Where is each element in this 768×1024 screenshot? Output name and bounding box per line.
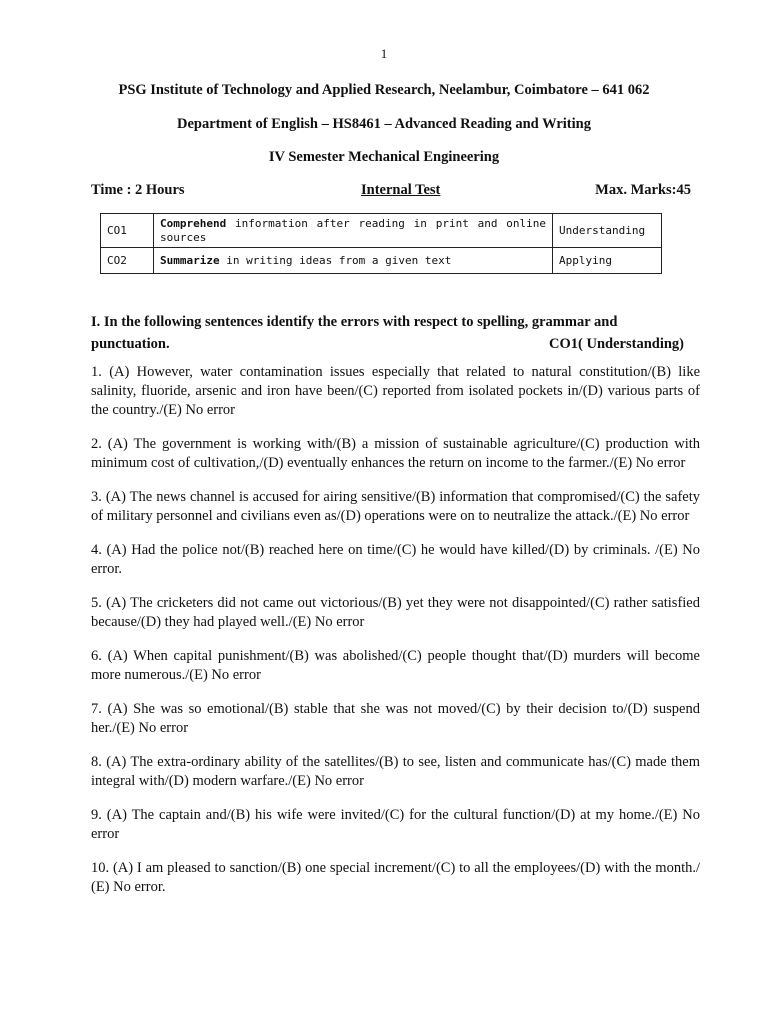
question-item: 6. (A) When capital punishment/(B) was abolished/(C) people thought that/(D) murders will become more numerous./(E) No error — [91, 648, 700, 683]
outcome-description — [154, 214, 553, 248]
question-item: 2. (A) The government is working with/(B) a mission of sustainable agriculture/(C) production with minimum cost of cultivation,/(D) eventually enhances the return on income to the farmer./(E) No error — [91, 436, 700, 471]
question-item: 3. (A) The news channel is accused for airing sensitive/(B) information that compromised/(C) the safety of military personnel and civilians even as/(D) operations were on to neutralize the attack./(E) No error — [91, 489, 700, 524]
question-item: 1. (A) However, water contamination issues especially that related to natural constitution/(B) like salinity, fluoride, arsenic and iron have been/(C) reported from isolated pockets in/(D) various parts of the country./(E) No error — [91, 364, 700, 418]
outcome-code: CO1 — [101, 214, 154, 248]
exam-title: Internal Test — [361, 182, 441, 198]
outcome-text: in writing ideas from a given text — [219, 253, 452, 267]
outcome-verb: Summarize — [160, 253, 220, 267]
question-item: 7. (A) She was so emotional/(B) stable that she was not moved/(C) by their decision to/(D) suspend her./(E) No error — [91, 701, 700, 736]
question-item: 10. (A) I am pleased to sanction/(B) one special increment/(C) to all the employees/(D) with the month./ (E) No error. — [91, 860, 700, 895]
department-heading: Department of English – HS8461 – Advanced Reading and Writing — [177, 116, 591, 132]
outcome-level: Applying — [553, 248, 662, 274]
course-outcomes-table — [100, 213, 662, 274]
max-marks: Max. Marks:45 — [595, 182, 691, 198]
question-item: 4. (A) Had the police not/(B) reached here on time/(C) he would have killed/(D) by criminals. /(E) No error. — [91, 542, 700, 577]
outcome-row — [101, 248, 662, 274]
outcome-level: Understanding — [553, 214, 662, 248]
section-heading — [91, 311, 684, 355]
question-item: 5. (A) The cricketers did not came out victorious/(B) yet they were not disappointed/(C) rather satisfied because/(D) they had played well./(E) No error — [91, 595, 700, 630]
outcome-verb: Comprehend — [160, 216, 227, 230]
question-item: 8. (A) The extra-ordinary ability of the satellites/(B) to see, listen and communicate has/(C) made them integral with/(D) modern warfare./(E) No error — [91, 754, 700, 789]
outcome-row — [101, 214, 662, 248]
semester-heading: IV Semester Mechanical Engineering — [268, 149, 500, 165]
exam-meta-row — [91, 182, 691, 202]
page-number: 1 — [380, 46, 388, 61]
question-list — [91, 363, 700, 912]
institute-heading: PSG Institute of Technology and Applied Research, Neelambur, Coimbatore – 641 062 — [118, 82, 650, 98]
outcome-description — [154, 248, 553, 274]
section-title: I. In the following sentences identify the errors with respect to spelling, grammar and punctuation. — [91, 314, 618, 352]
question-item: 9. (A) The captain and/(B) his wife were invited/(C) for the cultural function/(D) at my home./(E) No error — [91, 807, 700, 842]
outcome-code: CO2 — [101, 248, 154, 274]
exam-duration: Time : 2 Hours — [91, 182, 185, 198]
outcome-text: information after reading in print and online sources — [160, 216, 546, 244]
section-outcome-tag: CO1( Understanding) — [549, 336, 684, 352]
